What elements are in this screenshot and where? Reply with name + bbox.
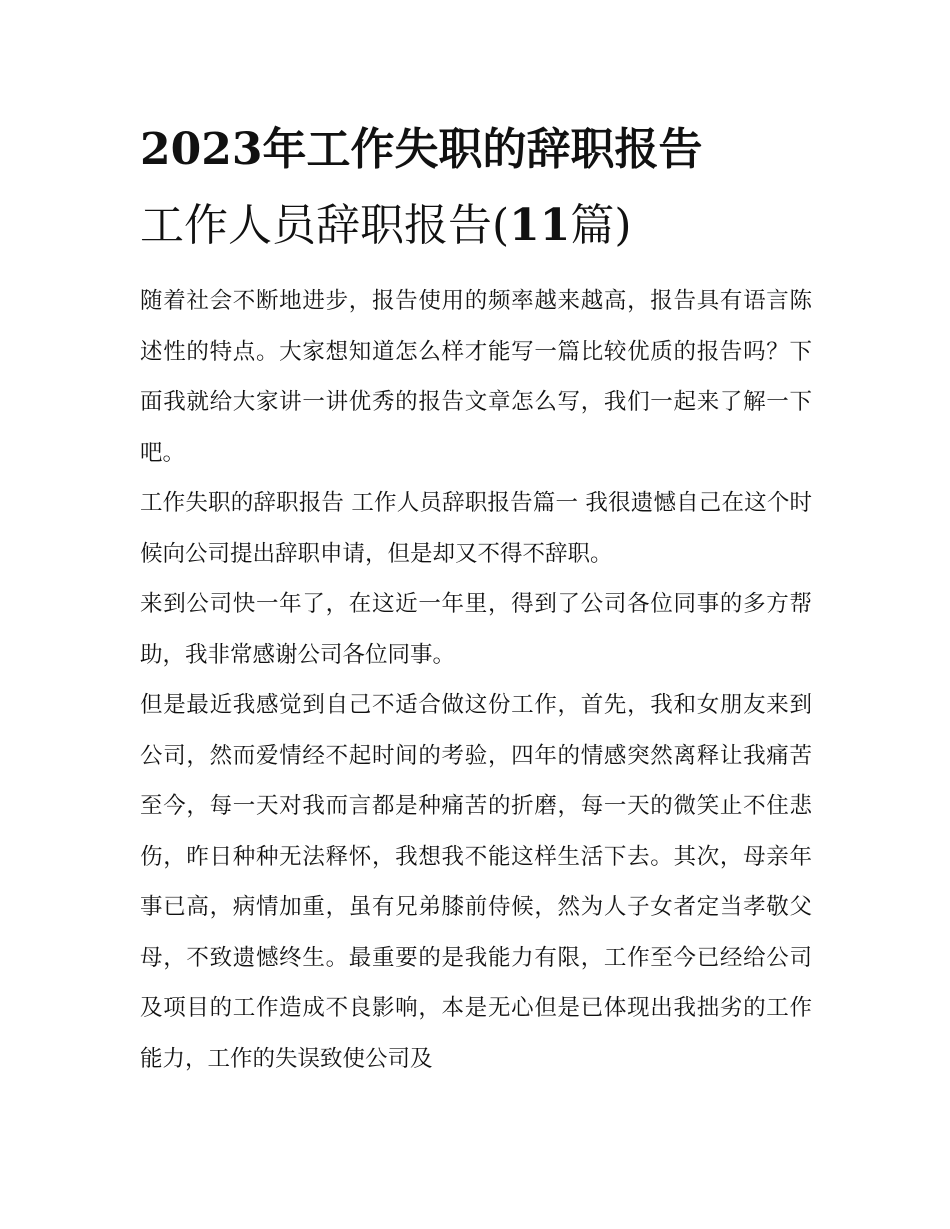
title-line-2 [140,188,820,264]
document-body [140,276,812,1084]
title-line-2-suffix: 篇) [570,200,632,251]
title-article-count: 11 [509,200,571,251]
intro-paragraph: 随着社会不断地进步，报告使用的频率越来越高，报告具有语言陈述性的特点。大家想知道怎么样才能写一篇比较优质的报告吗？下面我就给大家讲一讲优秀的报告文章怎么写，我们一起来了解一下吧。 [140,288,812,466]
document-title [140,112,820,264]
title-line-2-prefix: 工作人员辞职报告( [140,200,510,251]
title-line-1: 2023年工作失职的辞职报告 [140,124,703,175]
body-paragraph: 工作失职的辞职报告 工作人员辞职报告篇一 我很遗憾自己在这个时候向公司提出辞职申请，但是却又不得不辞职。 [140,490,812,567]
body-paragraph: 来到公司快一年了，在这近一年里，得到了公司各位同事的多方帮助，我非常感谢公司各位同事。 [140,591,812,668]
body-paragraph: 但是最近我感觉到自己不适合做这份工作，首先，我和女朋友来到公司，然而爱情经不起时间的考验，四年的情感突然离释让我痛苦至今，每一天对我而言都是种痛苦的折磨，每一天的微笑止不住悲伤，昨日种种无法释怀，我想我不能这样生活下去。其次，母亲年事已高，病情加重，虽有兄弟膝前侍候，然为人子女者定当孝敬父母，不致遗憾终生。最重要的是我能力有限，工作至今已经给公司及项目的工作造成不良影响，本是无心但是已体现出我拙劣的工作能力，工作的失误致使公司及 [140,692,812,1072]
